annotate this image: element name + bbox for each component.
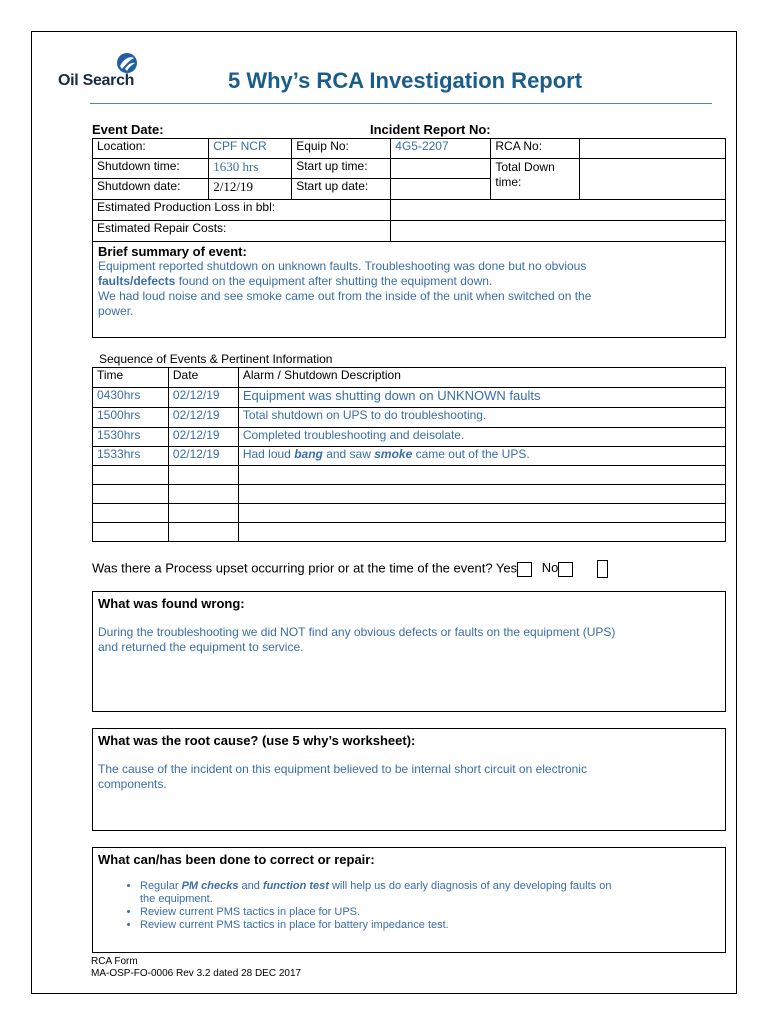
row-date: 02/12/19: [168, 428, 238, 447]
col-header-date: Date: [168, 368, 238, 388]
found-wrong-box: [92, 591, 726, 712]
footer-document-id: MA-OSP-FO-0006 Rev 3.2 dated 28 DEC 2017: [91, 968, 302, 979]
no-checkbox[interactable]: [558, 562, 573, 577]
sequence-table: [92, 367, 726, 542]
row-date: 02/12/19: [168, 408, 238, 428]
list-item: • Regular PM checks and function test will help us do early diagnosis of any developing faults on the equipment.: [140, 880, 720, 906]
row-description: Had loud bang and saw smoke came out of the UPS.: [238, 447, 725, 466]
title-divider: [90, 103, 712, 104]
production-loss-label: Estimated Production Loss in bbl:: [93, 200, 391, 221]
form-footer: [91, 956, 301, 980]
table-row: [93, 428, 726, 447]
row-date: 02/12/19: [168, 447, 238, 466]
startup-time-value: [391, 159, 491, 179]
startup-time-label: Start up time:: [292, 159, 391, 179]
yes-checkbox[interactable]: [517, 562, 532, 577]
location-value: CPF NCR: [209, 139, 292, 159]
rca-no-label: RCA No:: [491, 139, 580, 159]
equip-no-value: 4G5-2207: [391, 139, 491, 159]
root-cause-box: [92, 728, 726, 831]
row-description: Total shutdown on UPS to do troubleshooting.: [238, 408, 725, 428]
row-time: 1533hrs: [93, 447, 169, 466]
total-down-time-value: [580, 159, 726, 200]
shutdown-date-value: 2/12/19: [209, 179, 292, 200]
row-description: Equipment was shutting down on UNKNOWN faults: [238, 388, 725, 408]
row-time: 0430hrs: [93, 388, 169, 408]
extra-checkbox[interactable]: [597, 560, 608, 578]
found-wrong-text: During the troubleshooting we did NOT find any obvious defects or faults on the equipment (UPS) and returned the equipment to service.: [98, 625, 616, 654]
incident-report-label: Incident Report No:: [370, 122, 491, 137]
list-item: • Review current PMS tactics in place for UPS.: [140, 906, 720, 919]
sequence-caption: Sequence of Events & Pertinent Information: [99, 352, 333, 366]
logo-text: Oil Search: [58, 72, 135, 89]
repair-costs-label: Estimated Repair Costs:: [93, 221, 391, 242]
corrective-heading: What can/has been done to correct or repair:: [98, 852, 375, 867]
table-row: [93, 504, 726, 523]
rca-no-value: [580, 139, 726, 159]
table-row: [93, 523, 726, 542]
footer-form-name: RCA Form: [91, 956, 138, 967]
faults-defects-emphasis: faults/defects: [98, 274, 176, 288]
table-row: [93, 466, 726, 485]
root-cause-text: The cause of the incident on this equipment believed to be internal short circuit on electronic components.: [98, 762, 587, 791]
found-wrong-heading: What was found wrong:: [98, 596, 245, 611]
shutdown-time-value: 1630 hrs: [209, 159, 292, 179]
summary-text: Equipment reported shutdown on unknown faults. Troubleshooting was done but no obvious faults/defects found on the equipment after shutting the equipment down. We had loud noise and see smoke came out from the inside of the unit when switched on the power.: [98, 259, 592, 318]
company-logo: [58, 52, 178, 94]
col-header-description: Alarm / Shutdown Description: [238, 368, 725, 388]
production-loss-value: [391, 200, 726, 221]
corrective-list: [98, 880, 720, 932]
table-row: [93, 447, 726, 466]
shutdown-time-label: Shutdown time:: [93, 159, 209, 179]
process-upset-question: Was there a Process upset occurring prior or at the time of the event? Yes No: [92, 560, 608, 578]
total-down-time-label: Total Down time:: [491, 159, 580, 200]
shutdown-date-label: Shutdown date:: [93, 179, 209, 200]
repair-costs-value: [391, 221, 726, 242]
root-cause-heading: What was the root cause? (use 5 why’s worksheet):: [98, 733, 416, 748]
table-row: [93, 388, 726, 408]
report-title: 5 Why’s RCA Investigation Report: [228, 68, 583, 93]
summary-heading: Brief summary of event:: [98, 244, 247, 259]
row-date: 02/12/19: [168, 388, 238, 408]
bird-of-paradise-icon: [116, 52, 138, 74]
row-description: Completed troubleshooting and deisolate.: [238, 428, 725, 447]
list-item: • Review current PMS tactics in place for battery impedance test.: [140, 919, 720, 932]
summary-box: [92, 241, 726, 338]
startup-date-label: Start up date:: [292, 179, 391, 200]
location-label: Location:: [93, 139, 209, 159]
equip-no-label: Equip No:: [292, 139, 391, 159]
row-time: 1500hrs: [93, 408, 169, 428]
corrective-box: [92, 847, 726, 953]
startup-date-value: [391, 179, 491, 200]
table-row: [93, 485, 726, 504]
col-header-time: Time: [93, 368, 169, 388]
event-date-label: Event Date:: [92, 122, 164, 137]
table-row: [93, 408, 726, 428]
row-time: 1530hrs: [93, 428, 169, 447]
event-info-table: [92, 138, 726, 242]
